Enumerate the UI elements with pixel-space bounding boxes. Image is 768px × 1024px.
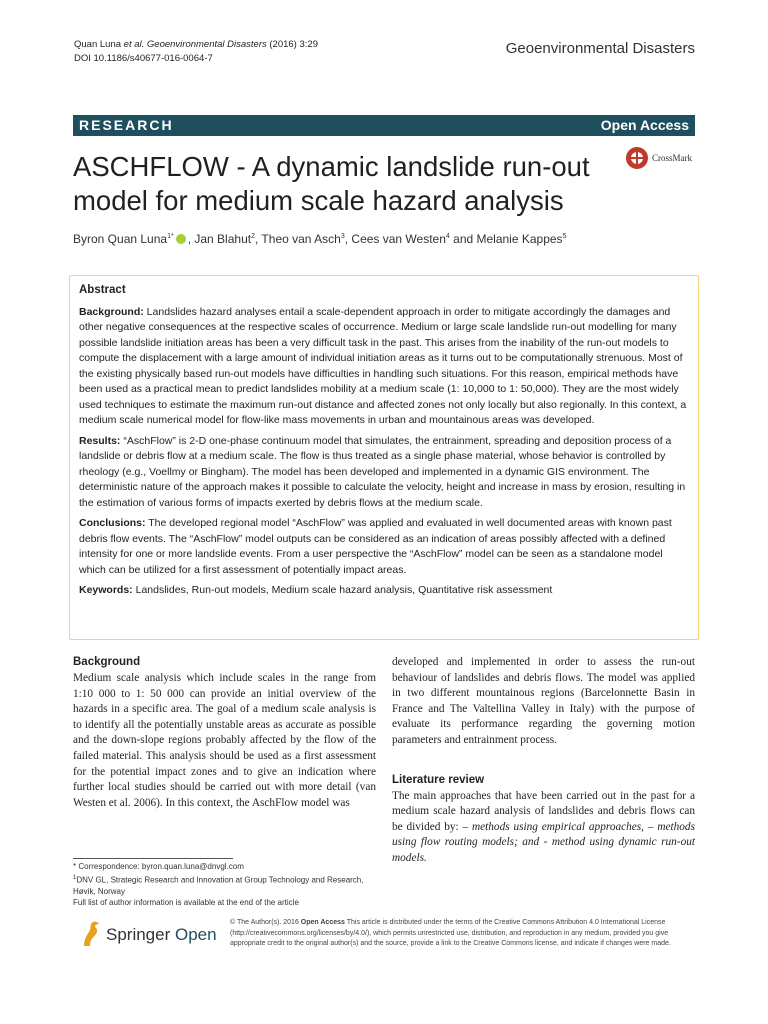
abstract-heading: Abstract bbox=[79, 284, 126, 296]
abstract-results bbox=[79, 434, 689, 512]
literature-review-paragraph bbox=[392, 789, 695, 867]
author-list bbox=[73, 232, 566, 246]
continuation-paragraph: developed and implemented in order to assess the run-out behaviour of landslides and debris flows. The model was applied in two different mountainous regions (Barcelonnette Basin in France and The Valtellina Valley in Italy) with the purpose of evaluate its performance regarding the governing motion parameters and entrainment process. bbox=[392, 656, 695, 746]
citation-journal: et al. Geoenvironmental Disasters bbox=[123, 39, 267, 50]
affiliation-number: 1 bbox=[73, 874, 77, 881]
body-column-right bbox=[392, 655, 695, 867]
license-text: This article is distributed under the terms of the Creative Commons Attribution 4.0 International License (http://creativecommons.org/licenses/by/4.0/), which permits unrestricted use, distribution, and reproduction in any medium, provided you give appropriate credit to the original author(s) and the source, provide a link to the Creative Commons license, and indicate if changes were made. bbox=[230, 919, 671, 947]
abstract-keywords bbox=[79, 583, 689, 599]
publisher-wordmark bbox=[106, 925, 217, 945]
keywords-label: Keywords: bbox=[79, 584, 133, 596]
affiliation-text: DNV GL, Strategic Research and Innovation at Group Technology and Research, Høvik, Norway bbox=[73, 875, 364, 896]
citation-authors: Quan Luna bbox=[74, 39, 124, 50]
footnote-divider bbox=[73, 858, 233, 859]
literature-review-text: The main approaches that have been carried out in the past for a medium scale hazard analysis of landslides and debris flows can be divided by: bbox=[392, 789, 695, 833]
license-open-access: Open Access bbox=[300, 919, 345, 926]
citation-line bbox=[74, 38, 318, 52]
author-2[interactable]: , Jan Blahut bbox=[187, 232, 252, 246]
background-label: Background: bbox=[79, 305, 144, 318]
author-5[interactable]: and Melanie Kappes bbox=[449, 232, 563, 246]
author-3-affil: 3 bbox=[340, 233, 345, 240]
publisher-open: Open bbox=[175, 925, 217, 944]
crossmark-label[interactable]: CrossMark bbox=[652, 153, 692, 163]
license-notice bbox=[230, 918, 700, 950]
background-paragraph: Medium scale analysis which include scales in the range from 1:10 000 to 1: 50 000 can provide an initial overview of the hazards in a specific area. The goal of a medium scale analysis is to identify all the potentially unstable areas as accurate as possible and the down-slope regions probably affected by the flow of the failed material. This analysis should be used as a first assessment for the potential impact zones and to give an indication where further local studies should be carried out with more detail (van Westen et al. 2006). In this context, the AschFlow model was bbox=[73, 672, 376, 809]
correspondence-email[interactable]: * Correspondence: byron.quan.luna@dnvgl.com bbox=[73, 862, 244, 871]
author-5-affil: 5 bbox=[562, 233, 567, 240]
author-4[interactable]: , Cees van Westen bbox=[344, 232, 446, 246]
background-heading: Background bbox=[73, 656, 141, 668]
affiliation bbox=[73, 873, 378, 898]
article-title: ASCHFLOW - A dynamic landslide run-out model for medium scale hazard analysis bbox=[73, 151, 590, 216]
abstract-background bbox=[79, 305, 689, 429]
results-text: “AschFlow” is 2-D one-phase continuum model that simulates, the entrainment, spreading and deposition process of a landslide or debris flow at a medium scale. The flow is thus treated as a single phase material, whose behavior is controlled by rheology (e.g., Voellmy or Bingham). The model has been developed and implemented in a dynamic GIS environment. The deterministic nature of the approach makes it possible to calculate the velocity, height and increase in mass by erosion, resulting in the estimation of various forms of impacts exerted by debris flows at the medium scale. bbox=[79, 434, 686, 509]
author-1[interactable]: Byron Quan Luna bbox=[73, 232, 168, 246]
open-access-label: Open Access bbox=[600, 117, 689, 133]
section-spacer bbox=[392, 749, 695, 773]
literature-review-heading: Literature review bbox=[392, 773, 485, 786]
keywords-text: Landslides, Run-out models, Medium scale hazard analysis, Quantitative risk assessment bbox=[132, 584, 553, 596]
publisher-name: Springer bbox=[106, 925, 171, 944]
article-type: RESEARCH bbox=[79, 117, 174, 133]
literature-review-methods: – methods using empirical approaches, – methods using flow routing models; and - method using dynamic run-out models. bbox=[392, 820, 695, 864]
footnotes bbox=[73, 861, 378, 909]
background-text: Landslides hazard analyses entail a scale-dependent approach in order to mitigate accordingly the damages and other negative consequences at the respective scales of occurrence. Medium or large scale landslide run-out modelling for many possible landslide initiation areas has been a very difficult task in the past. This arises from the inability of the run-out models to compute the displacement with a large amount of individual initiation areas as it turns out to be computationally strenuous. Most of the existing physically based run-out models have difficulties in handling such situations. For this reason, empirical methods have been used as a practical mean to predict landslides mobility at a medium scale (1: 10,000 to 1: 50,000). They are the most widely used techniques to estimate the maximum run-out distance and affected zones not only locally but also regionally. In this context, a medium scale numerical model for flow-like mass movements in urban and mountainous areas was developed. bbox=[79, 305, 687, 426]
conclusions-label: Conclusions: bbox=[79, 517, 146, 529]
orcid-icon[interactable] bbox=[176, 234, 186, 244]
section-banner bbox=[73, 115, 695, 136]
author-2-affil: 2 bbox=[251, 233, 255, 240]
springer-horse-icon bbox=[80, 920, 102, 948]
abstract-box bbox=[69, 275, 699, 640]
author-4-affil: 4 bbox=[445, 233, 450, 240]
journal-name: Geoenvironmental Disasters bbox=[505, 40, 695, 57]
full-author-info-note: Full list of author information is available at the end of the article bbox=[73, 898, 299, 908]
citation-volume: (2016) 3:29 bbox=[266, 39, 318, 50]
author-3[interactable]: , Theo van Asch bbox=[254, 232, 341, 246]
abstract-conclusions bbox=[79, 516, 689, 578]
springer-open-logo bbox=[80, 920, 220, 952]
license-copyright: © The Author(s). 2016 bbox=[230, 919, 301, 926]
results-label: Results: bbox=[79, 434, 121, 447]
doi[interactable]: DOI 10.1186/s40677-016-0064-7 bbox=[74, 53, 213, 64]
citation-header bbox=[74, 38, 318, 66]
author-1-affil: 1* bbox=[167, 233, 174, 240]
body-column-left bbox=[73, 655, 376, 811]
conclusions-text: The developed regional model “AschFlow” was applied and evaluated in well documented areas with known past debris flow events. The “AschFlow” model outputs can be considered as an indication of areas possibly affected with a defined intensity for one or more landslide events. From a user perspective the “AschFlow” model can be seen as a standalone model which can be utilized for a first assessment of potentially impact areas. bbox=[79, 517, 672, 576]
